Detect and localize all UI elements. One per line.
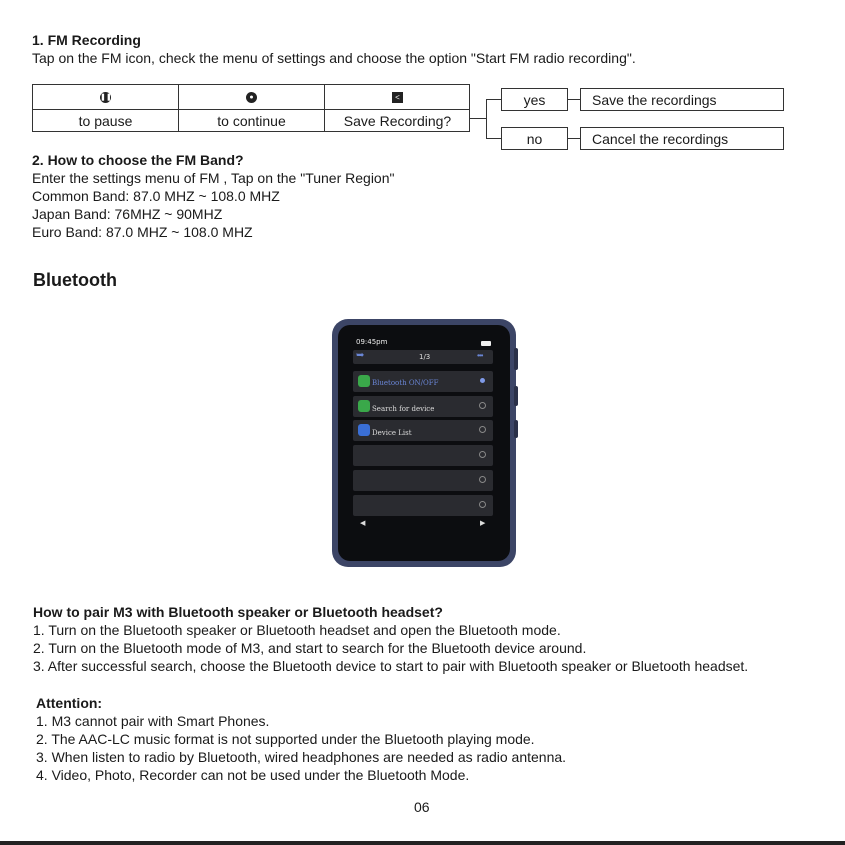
attention-item: 1. M3 cannot pair with Smart Phones. <box>36 713 270 729</box>
menu-row-empty[interactable] <box>353 470 493 491</box>
next-page-icon[interactable]: ▶ <box>480 520 486 527</box>
list-icon <box>358 424 370 436</box>
attention-heading: Attention: <box>36 695 103 711</box>
band-line: Euro Band: 87.0 MHZ ~ 108.0 MHZ <box>32 224 253 240</box>
side-button <box>514 420 518 438</box>
bottom-rule <box>0 841 845 845</box>
wechat-icon <box>358 375 370 387</box>
record-icon: ● <box>246 92 257 103</box>
radio-button[interactable] <box>479 501 486 508</box>
fm-intro: Tap on the FM icon, check the menu of settings and choose the option "Start FM radio recording". <box>32 50 636 66</box>
pair-step: 3. After successful search, choose the Bluetooth device to start to pair with Bluetooth speaker or Bluetooth headset. <box>33 658 749 674</box>
radio-button[interactable] <box>479 426 486 433</box>
pair-step: 2. Turn on the Bluetooth mode of M3, and start to search for the Bluetooth device around. <box>33 640 587 656</box>
no-option: no <box>501 127 568 150</box>
side-button <box>514 348 518 370</box>
menu-label: Device List <box>372 429 412 437</box>
bluetooth-heading: Bluetooth <box>33 270 117 290</box>
page-indicator: 1/3 <box>419 353 431 361</box>
attention-item: 3. When listen to radio by Bluetooth, wired headphones are needed as radio antenna. <box>36 749 567 765</box>
to-pause-label: to pause <box>78 112 133 129</box>
menu-label: Bluetooth ON/OFF <box>372 379 439 387</box>
side-button <box>514 386 518 406</box>
more-icon[interactable]: ••• <box>477 351 483 360</box>
pair-step: 1. Turn on the Bluetooth speaker or Bluetooth headset and open the Bluetooth mode. <box>33 622 561 638</box>
radio-button[interactable] <box>479 476 486 483</box>
save-recording-label: Save Recording? <box>343 112 452 129</box>
status-time: 09:45pm <box>356 338 388 346</box>
to-continue-label: to continue <box>217 112 286 129</box>
menu-label: Search for device <box>372 405 435 413</box>
search-app-icon <box>358 400 370 412</box>
yes-option: yes <box>501 88 568 111</box>
pair-heading: How to pair M3 with Bluetooth speaker or Bluetooth headset? <box>33 604 443 620</box>
radio-button[interactable] <box>479 451 486 458</box>
pause-icon: ❚❚ <box>100 93 112 101</box>
attention-item: 2. The AAC-LC music format is not supported under the Bluetooth playing mode. <box>36 731 535 747</box>
band-line: Japan Band: 76MHZ ~ 90MHZ <box>32 206 223 222</box>
prev-page-icon[interactable]: ◀ <box>360 520 366 527</box>
band-line: Enter the settings menu of FM , Tap on the "Tuner Region" <box>32 170 395 186</box>
band-line: Common Band: 87.0 MHZ ~ 108.0 MHZ <box>32 188 280 204</box>
page-number: 06 <box>414 799 430 815</box>
menu-row-empty[interactable] <box>353 495 493 516</box>
fm-heading: 1. FM Recording <box>32 32 141 48</box>
menu-row-empty[interactable] <box>353 445 493 466</box>
back-arrow-icon[interactable]: ➥ <box>356 350 365 361</box>
battery-icon <box>481 341 491 346</box>
fm-band-heading: 2. How to choose the FM Band? <box>32 152 244 168</box>
fm-controls-table <box>32 84 470 132</box>
back-icon: < <box>392 92 403 103</box>
cancel-recordings-result: Cancel the recordings <box>580 127 784 150</box>
attention-item: 4. Video, Photo, Recorder can not be used under the Bluetooth Mode. <box>36 767 470 783</box>
radio-button[interactable] <box>479 402 486 409</box>
radio-selected[interactable] <box>480 378 485 383</box>
save-recordings-result: Save the recordings <box>580 88 784 111</box>
